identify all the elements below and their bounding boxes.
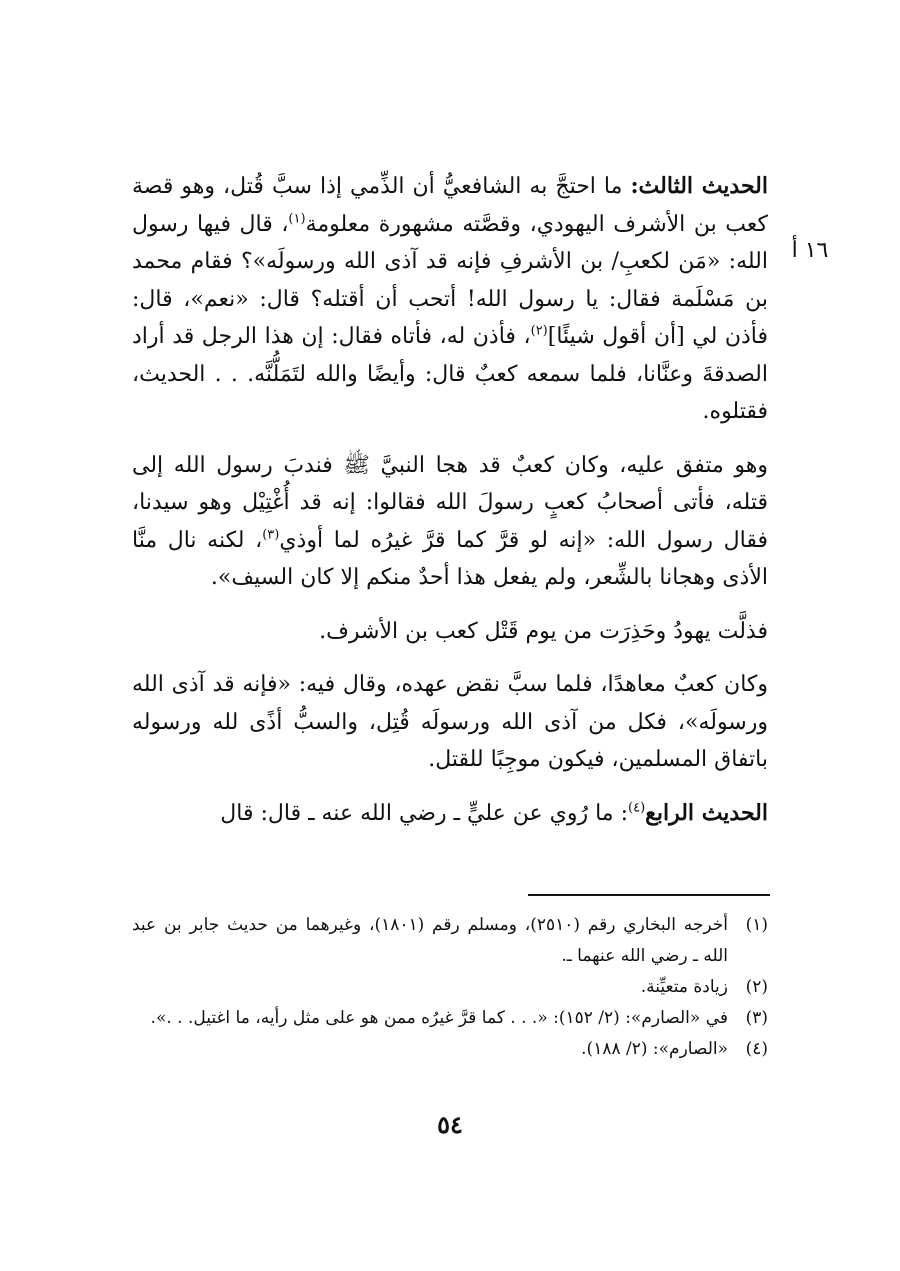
footnote-ref-3: (٣) <box>262 527 280 543</box>
footnotes <box>132 910 768 1065</box>
page-number: ٥٤ <box>437 1110 463 1139</box>
footnote-number: (٣) <box>745 1008 768 1028</box>
margin-folio-note: ١٦ أ <box>791 238 829 263</box>
paragraph-hadith-4 <box>132 795 768 833</box>
paragraph-text: ما احتجَّ به الشافعيُّ أن الذِّمي إذا سبَّ قُتل، وهو قصة كعب بن الأشرف اليهودي، وقصَّته مشهورة معلومة <box>132 174 768 237</box>
section-heading-hadith-3: الحديث الثالث: <box>630 173 768 199</box>
paragraph-text: فذلَّت يهودُ وحَذِرَت من يوم قَتْل كعب بن الأشرف. <box>319 618 768 644</box>
section-heading-hadith-4: الحديث الرابع <box>645 799 768 826</box>
footnote <box>132 1003 768 1034</box>
footnote-text: «الصارم»: (٢/ ١٨٨). <box>581 1039 728 1059</box>
footnote-number: (١) <box>745 915 768 935</box>
paragraph-text: وكان كعبٌ معاهدًا، فلما سبَّ نقض عهده، وقال فيه: «فإنه قد آذى الله ورسولَه»، فكل من آذى الله ورسولَه قُتِل، والسبُّ أذًى لله ورسوله باتفاق المسلمين، فيكون موجِبًا للقتل. <box>132 672 768 772</box>
paragraph-yahud <box>132 613 768 651</box>
footnote-separator <box>528 894 770 896</box>
paragraph-text-cont: ، قال فيها رسول الله: «مَن لكعبِ/ بن الأشرفِ فإنه قد آذى الله ورسولَه»؟ فقام محمد بن مَسْلَمة فقال: يا رسول الله! أتحب أن أقتله؟ قال: «نعم»، قال: فأذن لي [أن أقول شيئًا] <box>132 211 768 349</box>
paragraph-muahad <box>132 666 768 779</box>
footnote-number: (٢) <box>745 977 768 997</box>
footnote <box>132 910 768 972</box>
footnote <box>132 972 768 1003</box>
footnote <box>132 1034 768 1065</box>
main-text <box>132 168 768 848</box>
footnote-text: أخرجه البخاري رقم (٢٥١٠)، ومسلم رقم (١٨٠١)، وغيرهما من حديث جابر بن عبد الله ـ رضي الله عنهما ـ. <box>132 915 728 966</box>
paragraph-hadith-3 <box>132 168 768 431</box>
footnote-ref-4: (٤) <box>628 800 646 816</box>
paragraph-text-cont: : ما رُوي عن عليٍّ ـ رضي الله عنه ـ قال: قال <box>220 800 628 826</box>
footnote-text: في «الصارم»: (٢/ ١٥٢): «. . . كما قرَّ غيرُه ممن هو على مثل رأيه، ما اغتيل. . .». <box>150 1008 728 1028</box>
footnote-ref-1: (١) <box>288 211 306 227</box>
paragraph-kaab <box>132 447 768 597</box>
footnote-ref-2: (٢) <box>530 323 548 339</box>
footnote-text: زيادة متعيِّنة. <box>640 977 728 997</box>
footnote-number: (٤) <box>745 1039 768 1059</box>
paragraph-text-cont: ، لكنه نال منَّا الأذى وهجانا بالشِّعر، ولم يفعل هذا أحدٌ منكم إلا كان السيف». <box>132 527 768 590</box>
paragraph-text: وهو متفق عليه، وكان كعبٌ قد هجا النبيَّ ﷺ فندبَ رسول الله إلى قتله، فأتى أصحابُ كعبٍ رسولَ الله فقالوا: إنه قد أُغْتِيْل وهو سيدنا، فقال رسول الله: «إنه لو قرَّ كما قرَّ غيرُه لما أوذي <box>132 452 768 553</box>
paragraph-text-cont-2: ، فأذن له، فأتاه فقال: إن هذا الرجل قد أراد الصدقةَ وعنَّانا، فلما سمعه كعبٌ قال: وأيضًا والله لتَمَلُّنَّه. . . الحديث، فقتلوه. <box>132 324 768 424</box>
